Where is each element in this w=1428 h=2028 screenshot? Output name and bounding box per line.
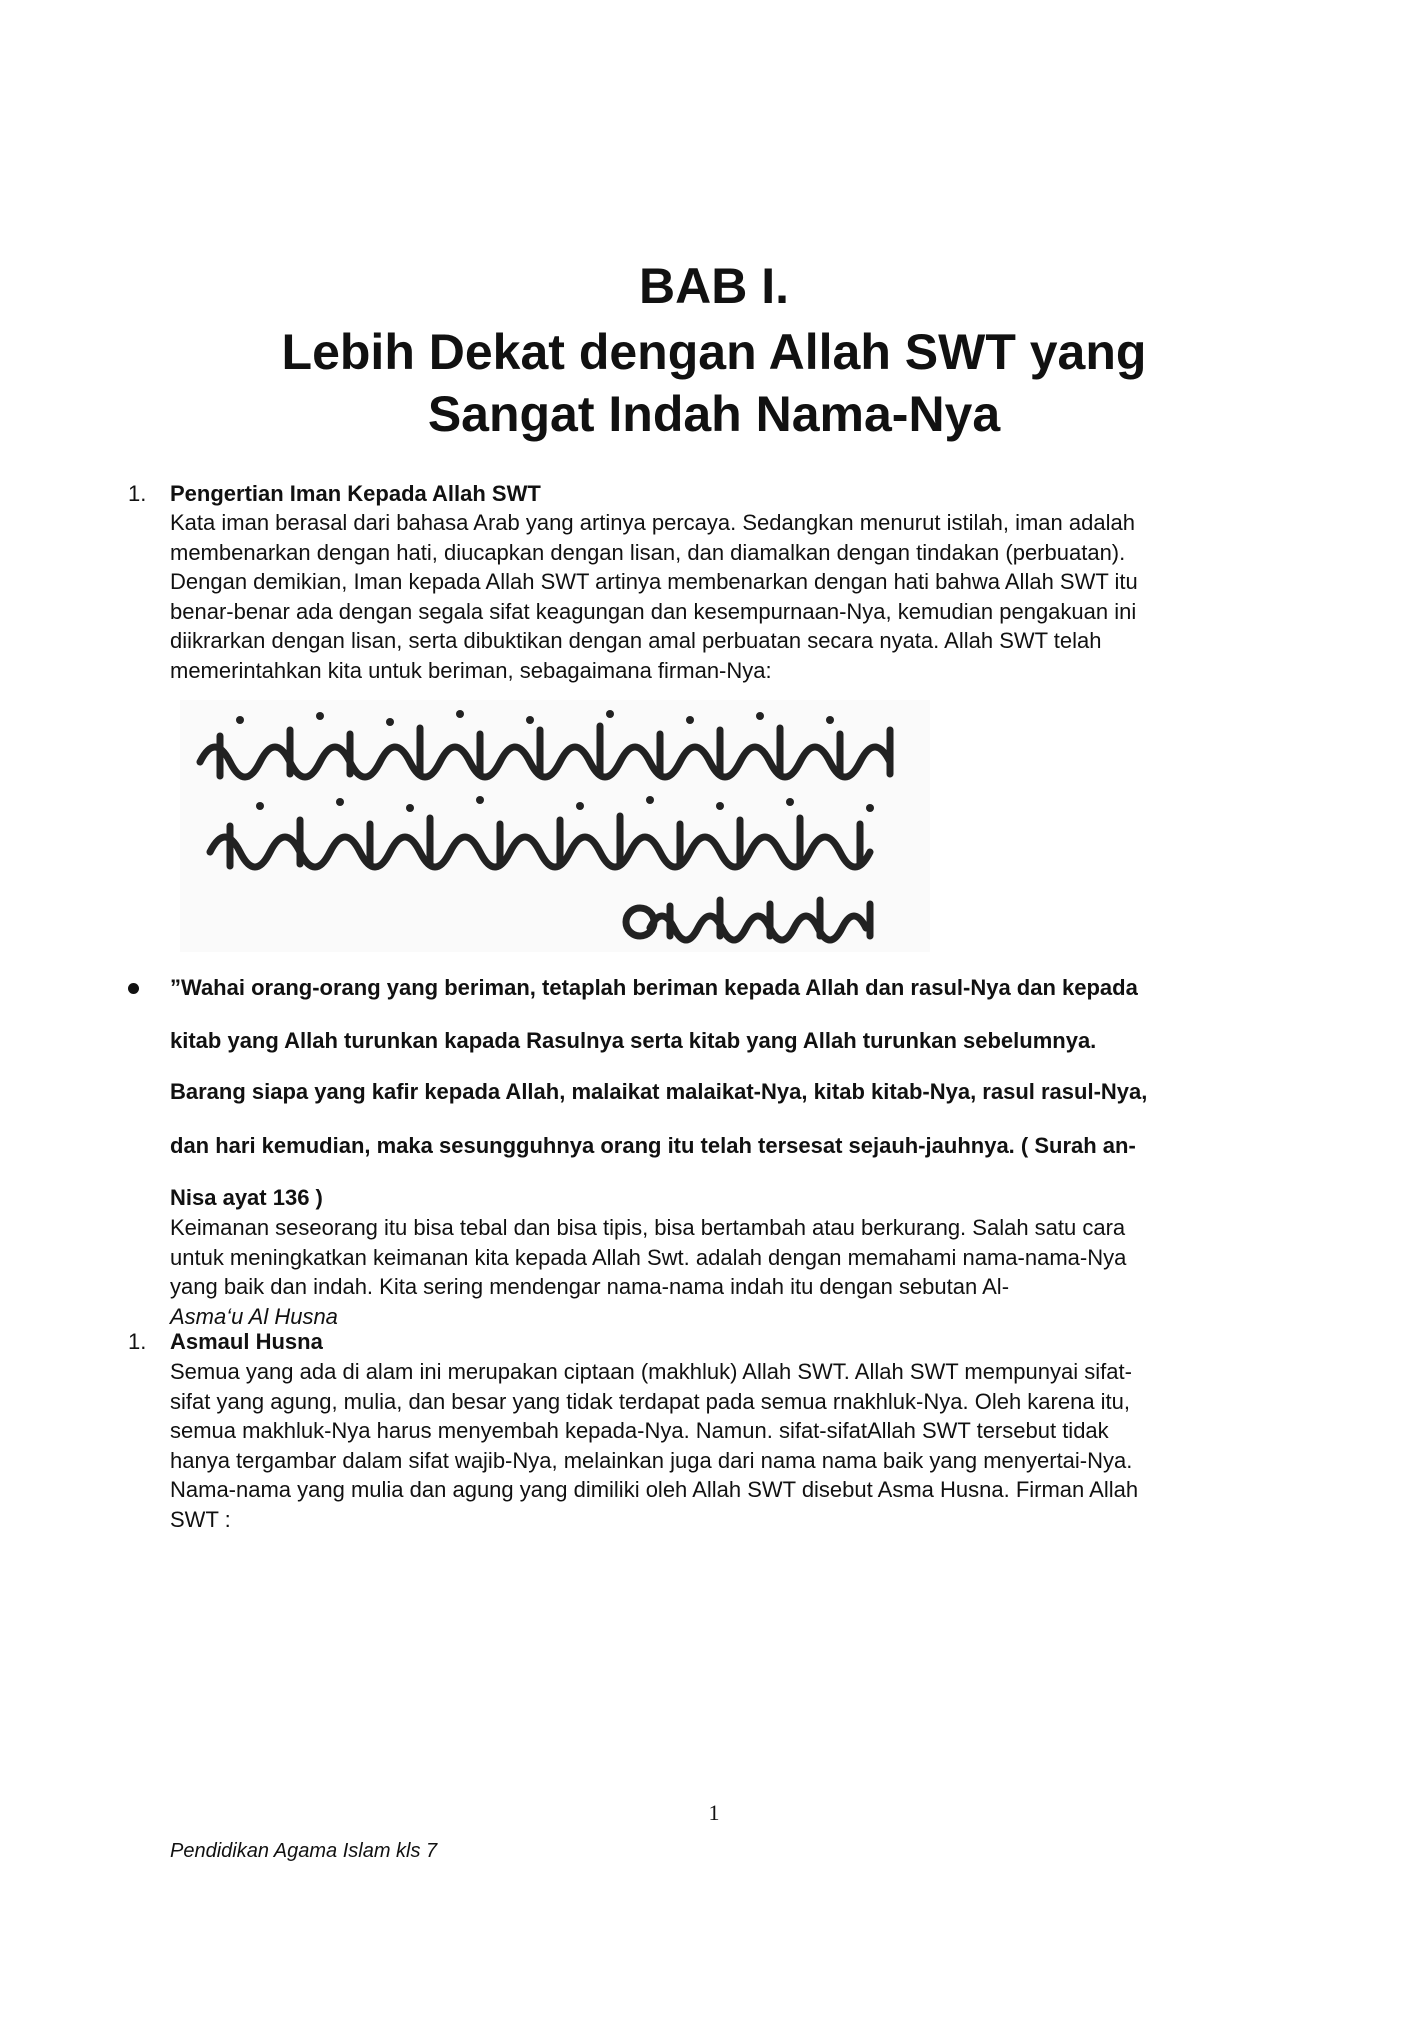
paragraph-line: SWT :: [170, 1506, 231, 1532]
section-1-heading: Pengertian Iman Kepada Allah SWT: [170, 481, 541, 506]
paragraph-line: Nama-nama yang mulia dan agung yang dimiliki oleh Allah SWT disebut Asma Husna. Firman Allah: [170, 1477, 1139, 1502]
paragraph-line: memerintahkan kita untuk beriman, sebagaimana firman-Nya:: [170, 657, 772, 683]
arabic-calligraphy-icon: [180, 700, 930, 952]
quote-line-2: kitab yang Allah turunkan kapada Rasulnya serta kitab yang Allah turunkan sebelumnya.: [170, 1028, 1097, 1053]
chapter-title-line-2: Sangat Indah Nama-Nya: [427, 386, 1001, 442]
section-2-heading: Asmaul Husna: [170, 1329, 323, 1354]
chapter-title-line-1: Lebih Dekat dengan Allah SWT yang: [281, 324, 1147, 380]
paragraph-line: membenarkan dengan hati, diucapkan dengan lisan, dan diamalkan dengan tindakan (perbuatan).: [170, 539, 1126, 565]
paragraph-line: hanya tergambar dalam sifat wajib-Nya, melainkan juga dari nama nama baik yang menyertai-Nya.: [170, 1447, 1133, 1473]
paragraph-line: Kata iman berasal dari bahasa Arab yang artinya percaya. Sedangkan menurut istilah, iman adalah: [170, 510, 1135, 535]
quote-line-5: Nisa ayat 136 ): [170, 1185, 323, 1210]
quote-line-1: ”Wahai orang-orang yang beriman, tetaplah beriman kepada Allah dan rasul-Nya dan kepada: [170, 975, 1138, 1000]
paragraph-line: benar-benar ada dengan segala sifat keagungan dan kesempurnaan-Nya, kemudian pengakuan ini: [170, 598, 1137, 624]
paragraph-line: Semua yang ada di alam ini merupakan ciptaan (makhluk) Allah SWT. Allah SWT mempunyai sifat-: [170, 1359, 1132, 1384]
section-1-body: [170, 508, 1260, 685]
after-quote-body: [170, 1213, 1260, 1331]
chapter-number: BAB I.: [639, 258, 789, 314]
quote-line-4: dan hari kemudian, maka sesungguhnya orang itu telah tersesat sejauh-jauhnya. ( Surah an-: [170, 1133, 1136, 1158]
arabic-verse-image: [180, 700, 930, 952]
paragraph-line: Keimanan seseorang itu bisa tebal dan bisa tipis, bisa bertambah atau berkurang. Salah satu cara: [170, 1215, 1126, 1240]
paragraph-line-italic: Asma‘u Al Husna: [170, 1303, 338, 1329]
paragraph-line: sifat yang agung, mulia, dan besar yang tidak terdapat pada semua rnakhluk-Nya. Oleh karena itu,: [170, 1388, 1131, 1414]
page-footer: Pendidikan Agama Islam kls 7: [170, 1840, 438, 1862]
section-2-body: [170, 1357, 1260, 1534]
section-1-number: 1.: [128, 481, 147, 506]
bullet-icon: [128, 983, 139, 994]
paragraph-line: Dengan demikian, Iman kepada Allah SWT artinya membenarkan dengan hati bahwa Allah SWT itu: [170, 569, 1138, 594]
section-2-number: 1.: [128, 1329, 147, 1354]
quote-line-3: Barang siapa yang kafir kepada Allah, malaikat malaikat-Nya, kitab kitab-Nya, rasul rasul-Nya,: [170, 1079, 1148, 1104]
page-number: 1: [708, 1800, 720, 1825]
paragraph-line: semua makhluk-Nya harus menyembah kepada-Nya. Namun. sifat-sifatAllah SWT tersebut tidak: [170, 1418, 1109, 1443]
paragraph-line: yang baik dan indah. Kita sering mendengar nama-nama indah itu dengan sebutan Al-: [170, 1274, 1010, 1299]
paragraph-line: diikrarkan dengan lisan, serta dibuktikan dengan amal perbuatan secara nyata. Allah SWT telah: [170, 628, 1102, 653]
paragraph-line: untuk meningkatkan keimanan kita kepada Allah Swt. adalah dengan memahami nama-nama-Nya: [170, 1244, 1127, 1270]
